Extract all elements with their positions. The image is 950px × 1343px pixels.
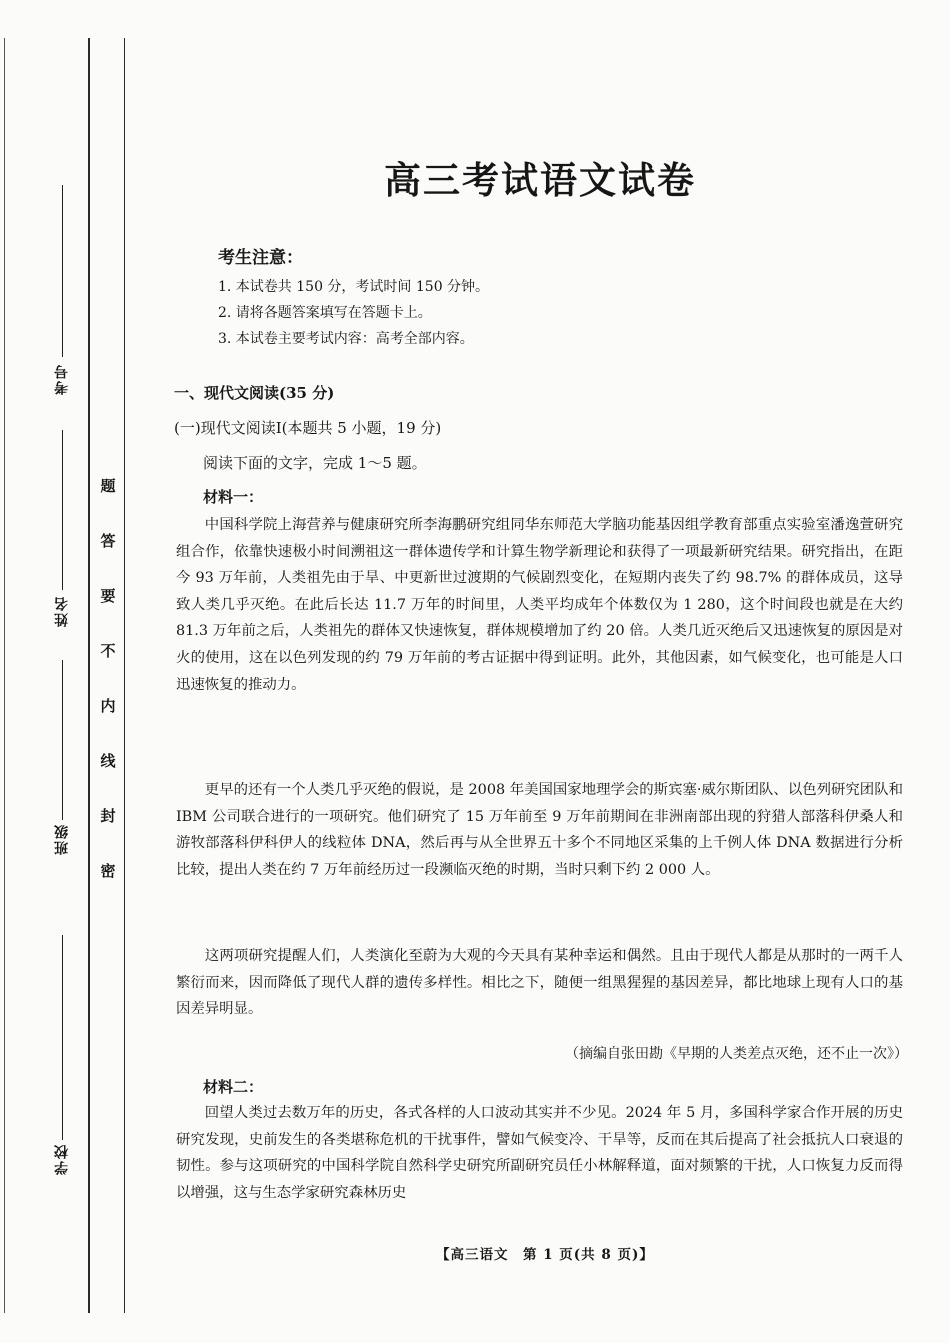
material-1-paragraph: 这两项研究提醒人们，人类演化至蔚为大观的今天具有某种幸运和偶然。且由于现代人都是从那时的一两千人繁衍而来，因而降低了现代人群的遗传多样性。相比之下，随便一组黑猩猩的基因差异，都比地球上现有人口的基因差异明显。 — [176, 948, 903, 1018]
exam-no-blank-line — [62, 185, 63, 357]
seal-char: 不 — [100, 642, 116, 660]
subsection-heading: (一)现代文阅读Ⅰ(本题共 5 小题，19 分) — [174, 419, 442, 437]
reading-instruction: 阅读下面的文字，完成 1～5 题。 — [203, 454, 427, 472]
binding-line-outer — [88, 38, 90, 1313]
exam-title: 高三考试语文试卷 — [384, 159, 696, 202]
exam-no-field[interactable] — [52, 185, 74, 445]
seal-char: 要 — [100, 587, 116, 605]
material-2-paragraph: 回望人类过去数万年的历史，各式各样的人口波动其实并不少见。2024 年 5 月，多国科学家合作开展的历史研究发现，史前发生的各类堪称危机的干扰事件，譬如气候变冷、干旱等，反而在其后提高了社会抵抗人口衰退的韧性。参与这项研究的中国科学院自然科学史研究所副研究员任小林解释道，面对频繁的干扰，人口恢复力反而得以增强，这与生态学家研究森林历史 — [176, 1105, 903, 1201]
page-edge-line — [4, 38, 5, 1313]
binding-line-inner — [124, 38, 125, 1313]
seal-char: 密 — [100, 862, 116, 880]
material-1-paragraph: 中国科学院上海营养与健康研究所李海鹏研究组同华东师范大学脑功能基因组学教育部重点实验室潘逸萱研究组合作，依靠快速极小时间溯祖这一群体遗传学和计算生物学新理论和获得了一项最新研究结果。研究指出，在距今 93 万年前，人类祖先由于旱、中更新世过渡期的气候剧烈变化，在短期内丧失了约 98.7% 的群体成员，这导致人类几乎灭绝。在此后长达 11.7 万年的时间里，人类平均成年个体数仅为 1 280，这个时间段也就是在大约 81.3 万年前之后，人类祖先的群体又快速恢复，群体规模增加了约 20 倍。人类几近灭绝后又迅速恢复的原因是对火的使用，这在以色列发现的约 79 万年前的考古证据中得到证明。此外，其他因素，如气候变化，也可能是人口迅速恢复的推动力。 — [176, 517, 903, 693]
name-label: 姓名 — [54, 595, 70, 627]
class-label: 班级 — [54, 823, 70, 855]
material-1-label: 材料一： — [203, 488, 264, 506]
school-field[interactable] — [52, 935, 74, 1185]
school-label: 学校 — [54, 1143, 70, 1175]
exam-no-label: 考号 — [54, 363, 70, 395]
material-1-source: （摘编自张田勘《早期的人类差点灭绝，还不止一次》） — [565, 1046, 908, 1062]
name-blank-line — [62, 430, 63, 590]
notice-item: 2. 请将各题答案填写在答题卡上。 — [218, 305, 432, 321]
name-field[interactable] — [52, 430, 74, 670]
notice-heading: 考生注意： — [218, 248, 303, 268]
exam-notice — [218, 243, 489, 352]
seal-char: 内 — [100, 697, 116, 715]
section-heading: 一、现代文阅读(35 分) — [174, 384, 335, 402]
seal-char: 答 — [100, 532, 116, 550]
material-2-label: 材料二： — [203, 1078, 264, 1096]
seal-char: 线 — [100, 752, 116, 770]
page-footer: 【高三语文 第 1 页(共 8 页)】 — [436, 1247, 654, 1263]
material-1-paragraph: 更早的还有一个人类几乎灭绝的假说，是 2008 年美国国家地理学会的斯宾塞·威尔斯团队、以色列研究团队和 IBM 公司联合进行的一项研究。他们研究了 15 万年前至 9 万年前期间在非洲南部出现的狩猎人部落科伊桑人和游牧部落科伊科伊人的线粒体 DNA，然后再与从全世界五十多个不同地区采集的上千例人体 DNA 数据进行分析比较，提出人类在约 7 万年前经历过一段濒临灭绝的时期，当时只剩下约 2 000 人。 — [176, 782, 903, 878]
seal-char: 题 — [100, 477, 116, 495]
notice-item: 3. 本试卷主要考试内容：高考全部内容。 — [218, 331, 474, 347]
school-blank-line — [62, 935, 63, 1140]
class-field[interactable] — [52, 660, 74, 900]
seal-char: 封 — [100, 807, 116, 825]
class-blank-line — [62, 660, 63, 820]
notice-item: 1. 本试卷共 150 分，考试时间 150 分钟。 — [218, 279, 490, 295]
seal-line-notice — [96, 475, 120, 895]
